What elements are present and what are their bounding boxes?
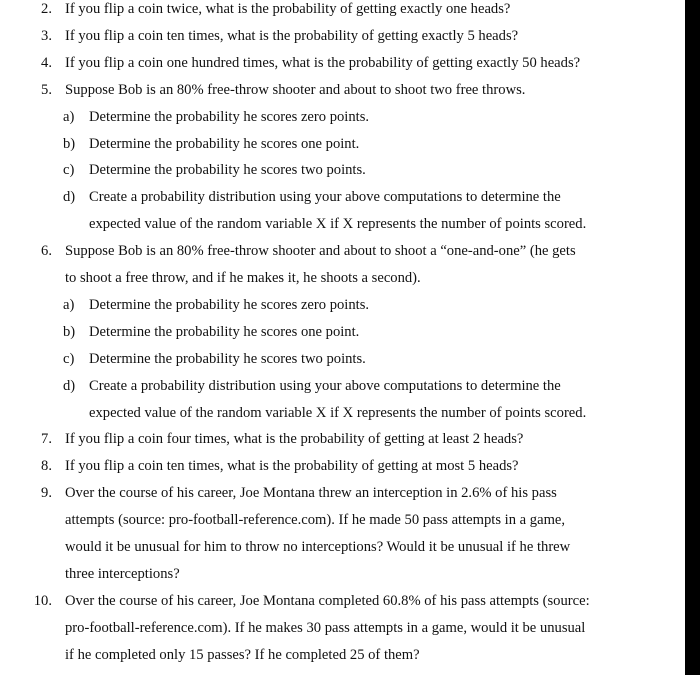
- problem-number: 8.: [41, 458, 52, 475]
- part-text-line: Determine the probability he scores zero points.: [89, 296, 370, 313]
- part-letter: b): [63, 323, 76, 340]
- problem-text-line: three interceptions?: [65, 565, 180, 582]
- problem-number: 7.: [41, 431, 52, 448]
- problem-text-line: to shoot a free throw, and if he makes it, he shoots a second).: [65, 270, 421, 286]
- part-letter: b): [63, 135, 76, 152]
- part-letter: a): [63, 296, 75, 313]
- part-text-line: Determine the probability he scores one point.: [89, 323, 360, 340]
- problem-text-line: pro-football-reference.com). If he makes 30 pass attempts in a game, would it be unusual: [65, 619, 586, 636]
- part-text-line: Determine the probability he scores two points.: [89, 162, 366, 179]
- problem-number: 5.: [41, 81, 52, 98]
- problem-number: 4.: [41, 54, 52, 71]
- part-text-line: Determine the probability he scores two points.: [89, 350, 366, 367]
- problem-text-line: If you flip a coin one hundred times, what is the probability of getting exactly 50 heads?: [65, 54, 581, 71]
- problem-text-line: If you flip a coin twice, what is the probability of getting exactly one heads?: [65, 1, 511, 17]
- part-letter: a): [63, 108, 75, 125]
- problem-text-line: If you flip a coin ten times, what is the probability of getting exactly 5 heads?: [65, 27, 519, 44]
- problem-number: 3.: [41, 27, 52, 44]
- problem-text-line: If you flip a coin ten times, what is the probability of getting at most 5 heads?: [65, 458, 519, 475]
- problem-text-line: if he completed only 15 passes? If he completed 25 of them?: [65, 646, 420, 663]
- part-letter: d): [63, 189, 76, 206]
- part-letter: c): [63, 350, 75, 367]
- problem-number: 6.: [41, 243, 52, 260]
- part-text-line: Determine the probability he scores zero points.: [89, 108, 370, 125]
- part-letter: d): [63, 377, 76, 394]
- problem-text-line: Suppose Bob is an 80% free-throw shooter and about to shoot a “one-and-one” (he gets: [65, 243, 576, 260]
- problem-number: 10.: [33, 592, 52, 609]
- part-text-line: Create a probability distribution using your above computations to determine the: [89, 377, 561, 394]
- problem-text-line: would it be unusual for him to throw no interceptions? Would it be unusual if he threw: [65, 539, 571, 555]
- part-text-line: Determine the probability he scores one point.: [89, 135, 360, 152]
- problem-number: 9.: [41, 485, 52, 502]
- problem-text-line: Over the course of his career, Joe Montana threw an interception in 2.6% of his pass: [65, 485, 557, 502]
- problem-text-line: Suppose Bob is an 80% free-throw shooter and about to shoot two free throws.: [65, 81, 526, 98]
- part-letter: c): [63, 162, 75, 179]
- part-text-line: expected value of the random variable X if X represents the number of points scored.: [89, 404, 587, 421]
- part-text-line: expected value of the random variable X if X represents the number of points scored.: [89, 216, 587, 233]
- problem-text-line: attempts (source: pro-football-reference.com). If he made 50 pass attempts in a game,: [65, 512, 566, 529]
- part-text-line: Create a probability distribution using your above computations to determine the: [89, 189, 561, 206]
- problem-text-line: If you flip a coin four times, what is the probability of getting at least 2 heads?: [65, 431, 524, 448]
- problem-text-line: Over the course of his career, Joe Montana completed 60.8% of his pass attempts (source:: [65, 592, 590, 609]
- problem-number: 2.: [41, 1, 52, 17]
